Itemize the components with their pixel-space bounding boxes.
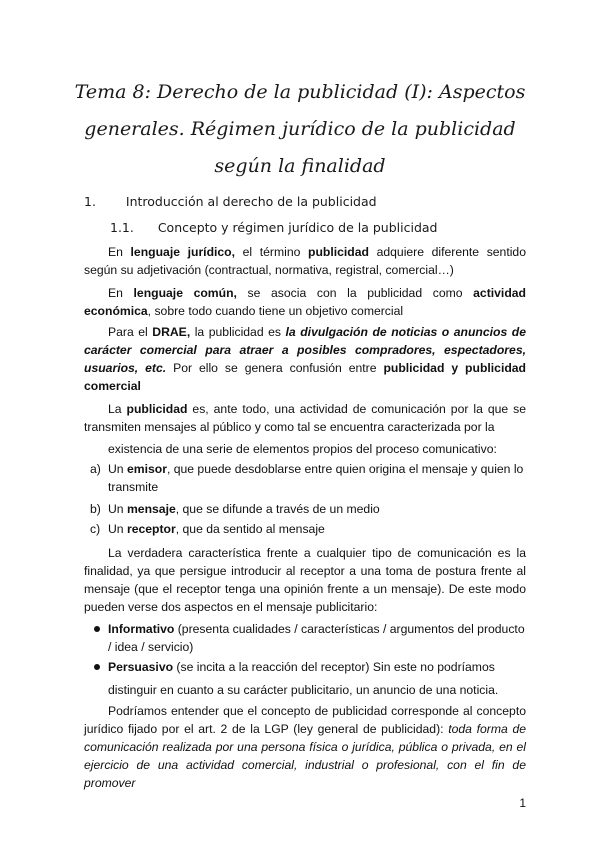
paragraph-publicidad: La publicidad es, ante todo, una actividad de comunicación por la que se transmiten mensajes al público y como tal se encuentra caracterizada por la — [84, 402, 526, 434]
paragraph-finalidad: La verdadera característica frente a cualquier tipo de comunicación es la finalidad, ya que persigue introducir al receptor a una toma de postura frente al mensaje (que el receptor tenga una opinión frente a un mensaje). De este modo pueden verse dos aspectos en el mensaje publicitario: — [84, 546, 526, 614]
list-item-mensaje: b) Un mensaje, que se difunde a través de un medio — [90, 502, 380, 516]
bullet-icon — [94, 626, 100, 632]
bullet-persuasivo-cont: distinguir en cuanto a su carácter publicitario, un anuncio de una noticia. — [108, 683, 499, 697]
section-heading-1 — [84, 194, 377, 209]
paragraph-common-language: En lenguaje común, se asocia con la publicidad como actividad económica, sobre todo cuando tiene un objetivo comercial — [84, 286, 526, 318]
list-item-emisor: a) Un emisor, que puede desdoblarse entre quien origina el mensaje y quien lo transmite — [90, 462, 524, 494]
page-number: 1 — [519, 796, 526, 810]
bullet-persuasivo: Persuasivo (se incita a la reacción del receptor) Sin este no podríamos — [94, 658, 534, 676]
subsection-number: 1.1. — [110, 220, 134, 235]
paragraph-lgp: Podríamos entender que el concepto de publicidad corresponde al concepto jurídico fijado por el art. 2 de la LGP (ley general de publicidad): toda forma de comunicación realizada por una persona física o jurídica, pública o privada, en el ejercicio de una actividad comercial, industrial o profesional, con el fin de promover — [84, 704, 527, 790]
paragraph-publicidad-cont: existencia de una serie de elementos propios del proceso comunicativo: — [108, 442, 497, 456]
bullet-icon — [94, 664, 100, 670]
subsection-heading-1-1 — [110, 220, 437, 235]
section-title: Introducción al derecho de la publicidad — [125, 194, 377, 209]
section-number: 1. — [84, 194, 96, 209]
paragraph-drae: Para el DRAE, la publicidad es la divulgación de noticias o anuncios de carácter comercial para atraer a posibles compradores, espectadores, usuarios, etc. Por ello se genera confusión entre publicidad y publicidad comercial — [84, 325, 526, 393]
list-item-receptor: c) Un receptor, que da sentido al mensaje — [90, 522, 325, 536]
page-title: Tema 8: Derecho de la publicidad (I): Aspectos generales. Régimen jurídico de la publicidad según la finalidad — [74, 81, 526, 177]
paragraph-legal-language: En lenguaje jurídico, el término publicidad adquiere diferente sentido según su adjetivación (contractual, normativa, registral, comercial…) — [84, 245, 526, 277]
bullet-informativo: Informativo (presenta cualidades / características / argumentos del producto / idea / servicio) — [94, 620, 534, 656]
subsection-title: Concepto y régimen jurídico de la publicidad — [157, 220, 438, 235]
